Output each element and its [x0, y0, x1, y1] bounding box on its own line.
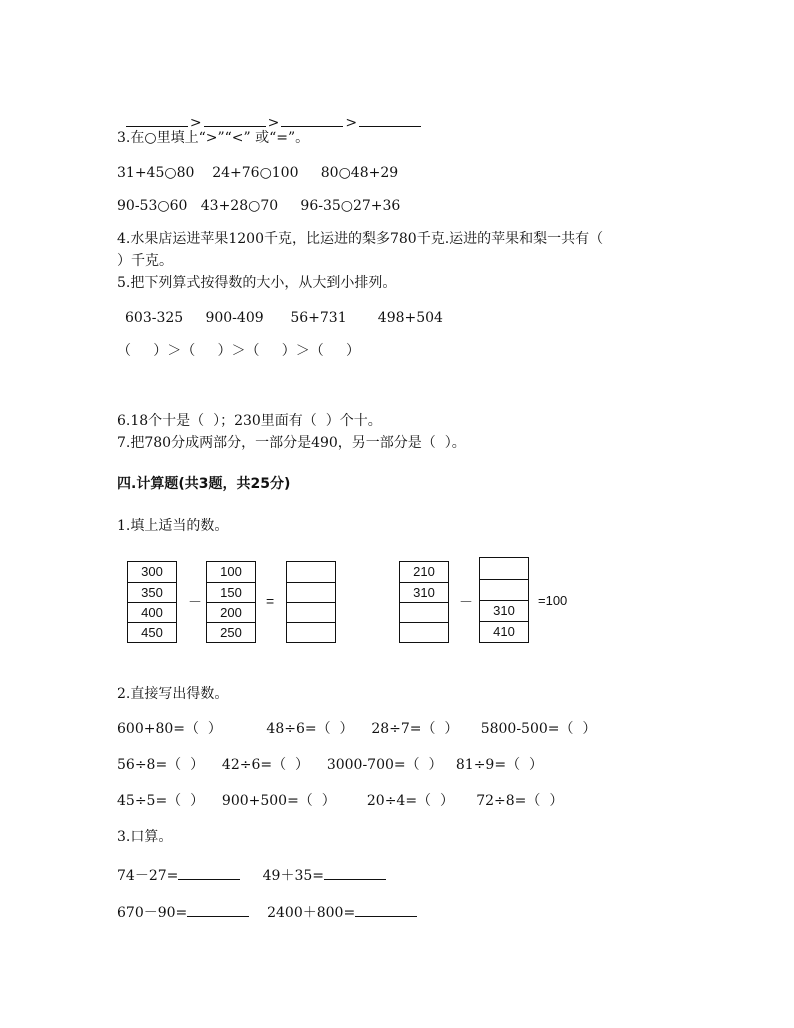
compare-item: 43+28○70 [200, 198, 279, 214]
q5-items [125, 309, 443, 327]
c2-title: 2.直接写出得数。 [117, 686, 229, 702]
compare-item: 24+76○100 [212, 165, 299, 181]
number-cell: 250 [207, 622, 255, 642]
number-cell: 100 [220, 564, 242, 579]
calc-item: 42÷6=（ ） [221, 757, 309, 773]
column-box-e [479, 557, 529, 643]
q4-line1: 4.水果店运进苹果1200千克，比运进的梨多780千克.运进的苹果和梨一共有（ [117, 231, 604, 247]
equals-sign: = [266, 593, 275, 609]
number-cell: 410 [480, 621, 528, 642]
blank-line[interactable] [187, 902, 249, 917]
blank-line[interactable] [359, 112, 421, 127]
gt-sign: > [345, 115, 358, 131]
q4-line2: ）千克。 [117, 253, 173, 269]
ordering-chain [117, 94, 421, 132]
blank-line[interactable] [355, 902, 417, 917]
q5-title: 5.把下列算式按得数的大小，从大到小排列。 [117, 275, 397, 291]
gt-sign: > [267, 115, 280, 131]
calc-item: 45÷5=（ ） [117, 793, 205, 809]
answer-cell[interactable] [287, 622, 335, 642]
blank-line[interactable] [126, 112, 188, 127]
column-box-c [286, 561, 336, 643]
q3-row2 [117, 197, 400, 215]
q3-title: 3.在○里填上“>”“<” 或“=”。 [117, 130, 310, 146]
column-box-d [399, 561, 449, 643]
number-cell: 350 [128, 582, 176, 602]
c3-row1 [117, 865, 386, 885]
calc-item: 48÷6=（ ） [266, 721, 354, 737]
number-cell: 450 [128, 622, 176, 642]
c3-title: 3.口算。 [117, 829, 173, 845]
q7: 7.把780分成两部分，一部分是490，另一部分是（ ）。 [117, 435, 466, 451]
blank-line[interactable] [281, 112, 343, 127]
calc-item: 28÷7=（ ） [371, 721, 459, 737]
number-cell: 150 [207, 582, 255, 602]
number-cell: 210 [413, 564, 435, 579]
calc-item: 72÷8=（ ） [476, 793, 564, 809]
section-title: 四.计算题(共3题，共25分) [117, 476, 291, 492]
compare-item: 90-53○60 [117, 198, 188, 214]
blank-line[interactable] [324, 865, 386, 880]
calc-item: 5800-500=（ ） [480, 721, 597, 737]
number-cell: 300 [141, 564, 163, 579]
expression: 498+504 [377, 310, 443, 326]
q6: 6.18个十是（ ）；230里面有（ ）个十。 [117, 413, 382, 429]
expression: 900-409 [205, 310, 264, 326]
q5-order: （ ）＞（ ）＞（ ）＞（ ） [117, 343, 361, 359]
result-label: =100 [538, 593, 568, 608]
number-cell: 310 [480, 600, 528, 621]
number-cell: 200 [207, 602, 255, 622]
calc-item: 3000-700=（ ） [326, 757, 443, 773]
column-box-b [206, 561, 256, 643]
answer-cell[interactable] [400, 622, 448, 642]
number-cell: 400 [128, 602, 176, 622]
calc-item: 670－90= [117, 905, 188, 921]
c2-row3 [117, 792, 563, 810]
blank-line[interactable] [178, 865, 240, 880]
c2-row2 [117, 756, 543, 774]
number-cell: 310 [400, 582, 448, 602]
answer-cell[interactable] [480, 579, 528, 600]
answer-cell[interactable] [287, 602, 335, 622]
blank-line[interactable] [204, 112, 266, 127]
compare-item: 31+45○80 [117, 165, 195, 181]
q3-row1 [117, 164, 398, 182]
c1-title: 1.填上适当的数。 [117, 518, 229, 534]
c2-row1 [117, 720, 596, 738]
compare-item: 96-35○27+36 [300, 198, 401, 214]
expression: 603-325 [125, 310, 184, 326]
gt-sign: > [189, 115, 202, 131]
answer-cell[interactable] [287, 562, 335, 582]
minus-sign: － [459, 594, 473, 610]
answer-cell[interactable] [480, 558, 528, 579]
answer-cell[interactable] [287, 582, 335, 602]
calc-item: 20÷4=（ ） [366, 793, 454, 809]
answer-cell[interactable] [400, 602, 448, 622]
calc-item: 49＋35= [262, 868, 324, 884]
calc-item: 2400＋800= [267, 905, 356, 921]
column-box-a [127, 561, 177, 643]
calc-item: 600+80=（ ） [117, 721, 222, 737]
minus-sign: － [188, 594, 202, 610]
calc-item: 56÷8=（ ） [117, 757, 205, 773]
calc-item: 900+500=（ ） [221, 793, 336, 809]
calc-item: 74－27= [117, 868, 179, 884]
c3-row2 [117, 902, 417, 922]
calc-item: 81÷9=（ ） [455, 757, 543, 773]
expression: 56+731 [290, 310, 347, 326]
compare-item: 80○48+29 [320, 165, 399, 181]
